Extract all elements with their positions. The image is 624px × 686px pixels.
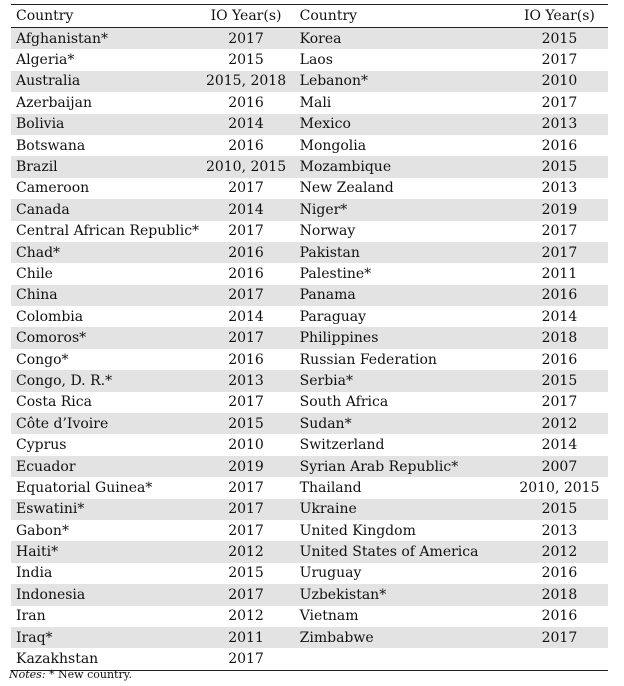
year-right-cell: 2016 — [541, 565, 578, 582]
country-right-cell: Mexico — [299, 116, 351, 133]
year-right-cell: 2017 — [541, 629, 578, 646]
table-row — [11, 392, 608, 413]
year-right-cell: 2013 — [541, 116, 578, 133]
country-right-cell: Uruguay — [299, 565, 362, 582]
year-left-cell: 2019 — [228, 458, 264, 475]
year-left-cell: 2017 — [228, 30, 264, 47]
table-row — [11, 135, 608, 156]
table-row — [11, 156, 608, 177]
year-right-cell: 2018 — [541, 586, 578, 603]
table-row — [11, 606, 608, 627]
country-left-cell: Cameroon — [16, 180, 90, 197]
year-right-cell: 2017 — [541, 52, 578, 69]
year-right-cell: 2011 — [541, 265, 578, 282]
country-right-cell: Laos — [299, 52, 333, 69]
year-right-cell: 2019 — [541, 201, 578, 218]
table-row — [11, 627, 608, 648]
country-left-cell: China — [16, 287, 58, 304]
country-right-cell: Ukraine — [299, 501, 357, 518]
table-row — [11, 584, 608, 605]
country-right-cell: Zimbabwe — [299, 629, 374, 646]
country-left-cell: Azerbaijan — [16, 94, 92, 111]
country-right-cell: Niger* — [299, 201, 348, 218]
country-left-cell: Iraq* — [16, 629, 53, 646]
table-row — [11, 114, 608, 135]
year-left-cell: 2017 — [228, 223, 264, 240]
country-right-cell: Norway — [299, 223, 356, 240]
year-left-cell: 2017 — [228, 586, 264, 603]
country-left-cell: Eswatini* — [16, 501, 85, 518]
year-right-cell: 2013 — [541, 180, 578, 197]
country-left-cell: Canada — [16, 201, 70, 218]
year-left-cell: 2017 — [228, 651, 264, 668]
year-left-cell: 2015 — [228, 415, 264, 432]
table-row — [11, 199, 608, 220]
note-text: * New country. — [45, 668, 132, 681]
country-right-cell: Switzerland — [299, 437, 385, 454]
year-right-cell: 2014 — [541, 308, 578, 325]
year-left-cell: 2017 — [228, 522, 264, 539]
country-right-cell: Panama — [299, 287, 356, 304]
year-right-cell: 2017 — [541, 244, 578, 261]
country-left-cell: Indonesia — [16, 586, 86, 603]
header-country-right: Country — [299, 8, 358, 24]
country-right-cell: Lebanon* — [299, 73, 368, 90]
year-right-cell: 2016 — [541, 608, 578, 625]
country-left-cell: Congo, D. R.* — [16, 372, 113, 389]
table-row — [11, 178, 608, 199]
country-left-cell: Haiti* — [16, 544, 59, 561]
country-left-cell: Algeria* — [16, 52, 75, 69]
table-note — [9, 668, 132, 681]
country-left-cell: Gabon* — [16, 522, 69, 539]
header-row — [11, 5, 608, 27]
year-left-cell: 2017 — [228, 180, 264, 197]
country-right-cell: Paraguay — [299, 308, 367, 325]
country-right-cell: United States of America — [299, 544, 479, 561]
table-row — [11, 456, 608, 477]
country-right-cell: Vietnam — [299, 608, 359, 625]
table-row — [11, 563, 608, 584]
note-label: Notes: — [9, 668, 46, 681]
year-left-cell: 2016 — [228, 94, 264, 111]
year-left-cell: 2016 — [228, 351, 264, 368]
country-left-cell: Chad* — [16, 244, 61, 261]
country-left-cell: Colombia — [16, 308, 84, 325]
country-right-cell: Philippines — [299, 330, 379, 347]
country-left-cell: Ecuador — [16, 458, 76, 475]
table-row — [11, 28, 608, 49]
country-right-cell: Sudan* — [299, 415, 352, 432]
year-right-cell: 2016 — [541, 287, 578, 304]
country-left-cell: Congo* — [16, 351, 69, 368]
year-right-cell: 2007 — [541, 458, 578, 475]
table-row — [11, 71, 608, 92]
header-country-left: Country — [16, 8, 74, 24]
country-left-cell: Equatorial Guinea* — [16, 479, 153, 496]
year-right-cell: 2018 — [541, 330, 578, 347]
table-row — [11, 327, 608, 348]
table-row — [11, 413, 608, 434]
table-row — [11, 92, 608, 113]
year-left-cell: 2014 — [228, 116, 264, 133]
year-right-cell: 2016 — [541, 351, 578, 368]
country-right-cell: Uzbekistan* — [299, 586, 387, 603]
country-left-cell: Kazakhstan — [16, 651, 99, 668]
country-right-cell: Mongolia — [299, 137, 367, 154]
year-right-cell: 2017 — [541, 223, 578, 240]
table-row — [11, 477, 608, 498]
year-left-cell: 2015 — [228, 52, 264, 69]
country-right-cell: South Africa — [299, 394, 389, 411]
table-row — [11, 221, 608, 242]
country-right-cell: Pakistan — [299, 244, 360, 261]
year-left-cell: 2016 — [228, 137, 264, 154]
year-left-cell: 2015 — [228, 565, 264, 582]
year-left-cell: 2017 — [228, 501, 264, 518]
table-row — [11, 263, 608, 284]
country-right-cell: Mali — [299, 94, 332, 111]
year-left-cell: 2010, 2015 — [205, 159, 287, 176]
year-left-cell: 2017 — [228, 394, 264, 411]
country-left-cell: Bolivia — [16, 116, 65, 133]
country-left-cell: Botswana — [16, 137, 86, 154]
country-left-cell: Afghanistan* — [16, 30, 109, 47]
year-right-cell: 2013 — [541, 522, 578, 539]
year-left-cell: 2012 — [228, 544, 264, 561]
table-row — [11, 306, 608, 327]
year-right-cell: 2015 — [541, 30, 578, 47]
country-left-cell: Chile — [16, 265, 53, 282]
header-year-right: IO Year(s) — [523, 8, 595, 24]
country-right-cell: Syrian Arab Republic* — [299, 458, 459, 475]
country-left-cell: Cyprus — [16, 437, 67, 454]
country-left-cell: Iran — [16, 608, 46, 625]
table-row — [11, 520, 608, 541]
table-row — [11, 242, 608, 263]
year-left-cell: 2017 — [228, 330, 264, 347]
country-right-cell: Thailand — [299, 479, 362, 496]
table-row — [11, 499, 608, 520]
country-io-years-table — [11, 4, 608, 671]
year-left-cell: 2011 — [228, 629, 264, 646]
year-right-cell: 2012 — [541, 415, 578, 432]
year-right-cell: 2010 — [541, 73, 578, 90]
table-row — [11, 434, 608, 455]
year-right-cell: 2017 — [541, 94, 578, 111]
year-left-cell: 2016 — [228, 265, 264, 282]
country-left-cell: Australia — [16, 73, 81, 90]
country-left-cell: Central African Republic* — [16, 223, 200, 240]
header-year-left: IO Year(s) — [210, 8, 282, 24]
table-row — [11, 349, 608, 370]
table-row — [11, 285, 608, 306]
country-left-cell: Côte d’Ivoire — [16, 415, 109, 432]
year-right-cell: 2015 — [541, 501, 578, 518]
year-left-cell: 2017 — [228, 479, 264, 496]
table-row — [11, 370, 608, 391]
country-right-cell: Palestine* — [299, 265, 372, 282]
year-left-cell: 2012 — [228, 608, 264, 625]
country-right-cell: New Zealand — [299, 180, 394, 197]
year-left-cell: 2013 — [228, 372, 264, 389]
year-right-cell: 2015 — [541, 159, 578, 176]
year-right-cell: 2014 — [541, 437, 578, 454]
year-left-cell: 2014 — [228, 308, 264, 325]
table-row — [11, 541, 608, 562]
table-row — [11, 648, 608, 669]
country-left-cell: Brazil — [16, 159, 58, 176]
year-right-cell: 2015 — [541, 372, 578, 389]
year-right-cell: 2012 — [541, 544, 578, 561]
year-left-cell: 2010 — [228, 437, 264, 454]
year-right-cell: 2017 — [541, 394, 578, 411]
country-right-cell: Serbia* — [299, 372, 353, 389]
year-left-cell: 2016 — [228, 244, 264, 261]
year-left-cell: 2017 — [228, 287, 264, 304]
country-left-cell: India — [16, 565, 53, 582]
country-left-cell: Costa Rica — [16, 394, 92, 411]
country-right-cell: Russian Federation — [299, 351, 437, 368]
year-right-cell: 2010, 2015 — [519, 479, 600, 496]
country-right-cell: Korea — [299, 30, 342, 47]
table-body — [11, 28, 608, 670]
country-right-cell: United Kingdom — [299, 522, 416, 539]
year-right-cell: 2016 — [541, 137, 578, 154]
country-right-cell: Mozambique — [299, 159, 392, 176]
table-row — [11, 49, 608, 70]
year-left-cell: 2014 — [228, 201, 264, 218]
country-left-cell: Comoros* — [16, 330, 87, 347]
year-left-cell: 2015, 2018 — [205, 73, 287, 90]
